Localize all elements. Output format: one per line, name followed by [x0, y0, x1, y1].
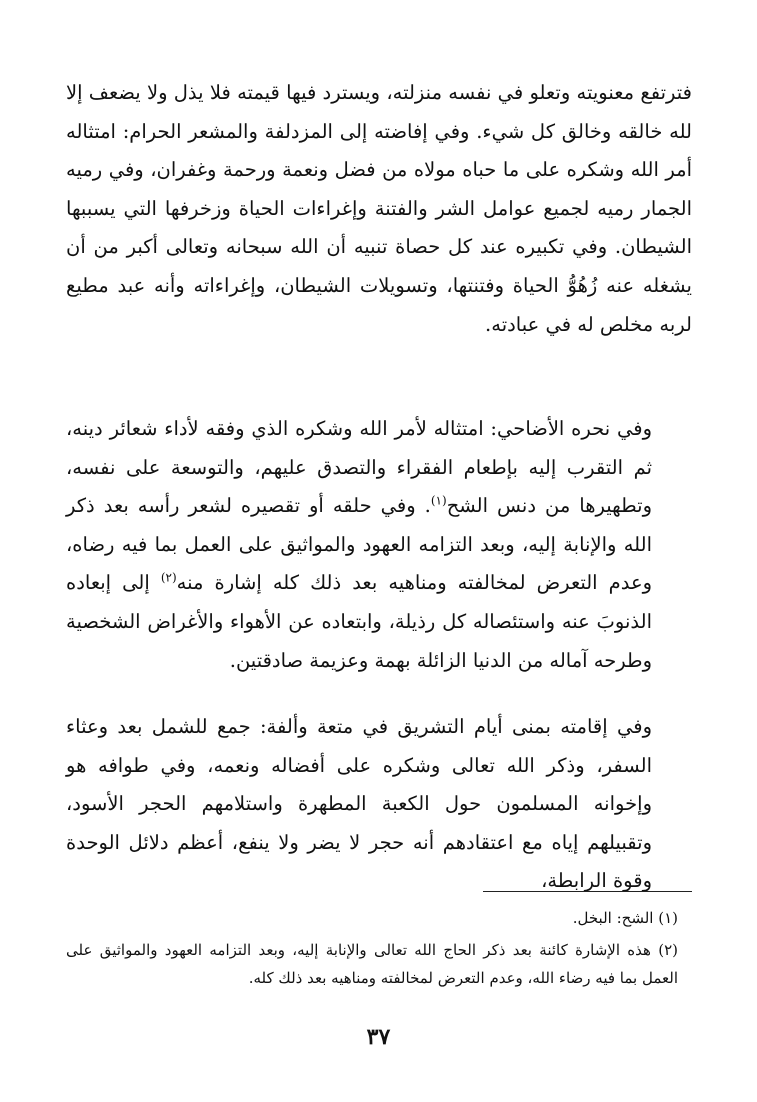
paragraph-segment: إلى إبعاده الذنوبَ عنه واستئصاله كل رذيلة، وابتعاده عن الأهواء والأغراض الشخصية وطرحه آماله من الدنيا الزائلة بهمة وعزيمة صادقتين. — [66, 571, 652, 672]
footnote-divider — [483, 891, 692, 892]
body-paragraph-2 — [66, 410, 692, 680]
page-number: ٣٧ — [366, 1024, 391, 1050]
paragraph-text — [66, 410, 692, 680]
footnotes — [66, 904, 692, 992]
paragraph-segment: . وفي حلقه أو تقصيره لشعر رأسه بعد ذكر الله والإنابة إليه، وبعد التزامه العهود والمواثيق على العمل بما فيه رضاه، وعدم التعرض لمخالفته ومناهيه بعد ذلك كله إشارة منه — [66, 494, 652, 595]
paragraph-text: وفي إقامته بمنى أيام التشريق في متعة وألفة: جمع للشمل بعد وعثاء السفر، وذكر الله تعالى وشكره على أفضاله ونعمه، وفي طوافه هو وإخوانه المسلمون حول الكعبة المطهرة واستلامهم الحجر الأسود، وتقبيلهم إياه مع اعتقادهم أنه حجر لا يضر ولا ينفع، أعظم دلائل الوحدة وقوة الرابطة، — [66, 715, 652, 893]
body-paragraph-3 — [66, 708, 692, 901]
paragraph-text: فترتفع معنويته وتعلو في نفسه منزلته، ويسترد فيها قيمته فلا يذل ولا يضعف إلا لله خالقه وخالق كل شيء. وفي إفاضته إلى المزدلفة والمشعر الحرام: امتثاله أمر الله وشكره على ما حباه مولاه من فضل ونعمة ورحمة وغفران، وفي رميه الجمار رميه لجميع عوامل الشر والفتنة وإغراءات الحياة وزخرفها التي يسببها الشيطان. وفي تكبيره عند كل حصاة تنبيه أن الله سبحانه وتعالى أكبر من أن يشغله عنه زُهُوُّ الحياة وفتنتها، وتسويلات الشيطان، وإغراءاته وأنه عبد مطيع لربه مخلص له في عبادته. — [66, 81, 692, 336]
footnote-1: (١) الشح: البخل. — [572, 909, 678, 927]
footnote-ref-2[interactable]: (٢) — [160, 570, 177, 585]
footnote-2: (٢) هذه الإشارة كائنة بعد ذكر الحاج الله تعالى والإنابة إليه، وبعد التزامه العهود والمواثيق على العمل بما فيه رضاء الله، وعدم التعرض لمخالفته ومناهيه بعد ذلك كله. — [66, 941, 678, 987]
body-paragraph-1 — [66, 74, 692, 344]
footnote-ref-1[interactable]: (١) — [430, 493, 447, 508]
paragraph-segment: وفي نحره الأضاحي: امتثاله لأمر الله وشكره الذي وفقه لأداء شعائر دينه، ثم التقرب إليه بإطعام الفقراء والتصدق عليهم، والتوسعة على نفسه، وتطهيرها من دنس الشح — [66, 417, 652, 518]
